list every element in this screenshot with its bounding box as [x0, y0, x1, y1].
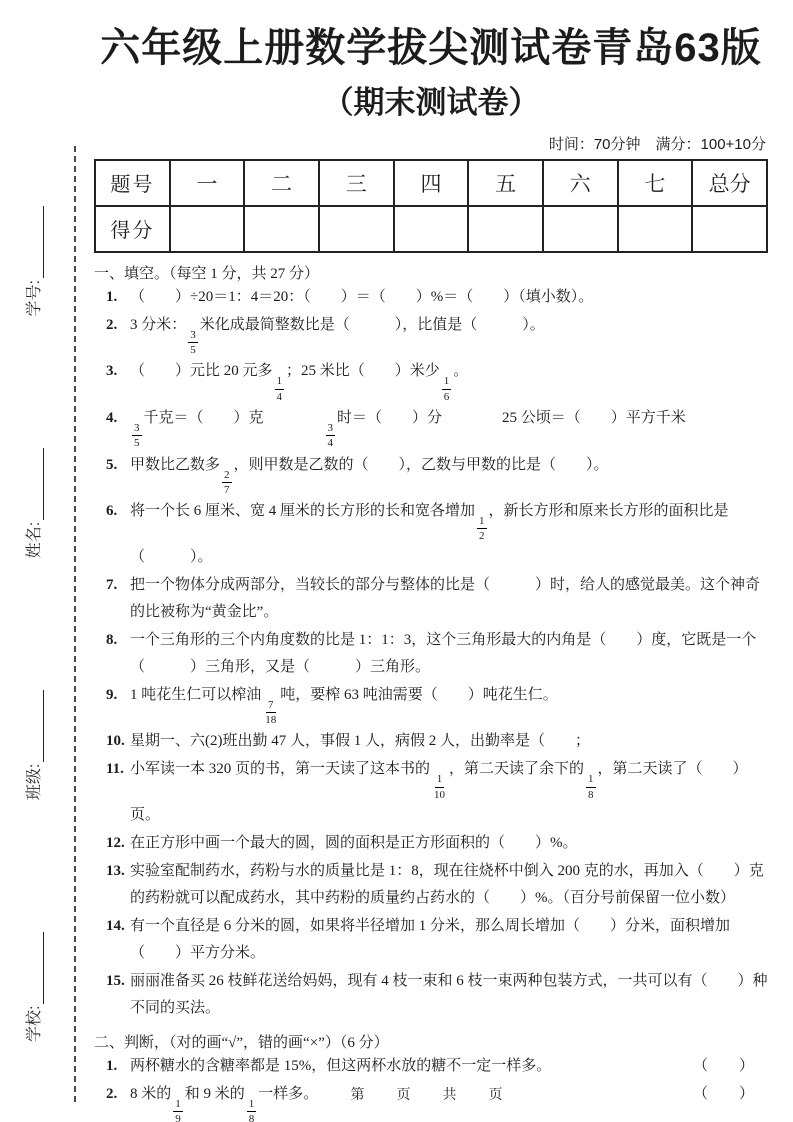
answer-parentheses: （ ） — [692, 1085, 762, 1102]
question-text: 星期一、六(2)班出勤 47 人，事假 1 人，病假 2 人，出勤率是（ ； — [130, 733, 590, 750]
score-row-label: 得分 — [95, 206, 170, 252]
question-item — [94, 968, 768, 1022]
question-number: 15. — [106, 972, 125, 989]
seal-column — [10, 150, 54, 1098]
question-number: 7. — [106, 576, 118, 593]
question-number: 2. — [106, 316, 118, 333]
score-cell — [692, 206, 767, 252]
score-table-column-header: 四 — [394, 160, 469, 206]
score-table-header-row — [95, 160, 767, 206]
question-number: 1. — [106, 288, 118, 305]
school-label: 学校: — [25, 1005, 43, 1042]
score-table — [94, 159, 768, 253]
question-item — [94, 405, 768, 451]
seal-dashed-line — [74, 146, 76, 1102]
question-text: 一个三角形的三个内角度数的比是 1：1：3，这个三角形最大的内角是（ ）度，它既是一个（ ）三角形，又是（ ）三角形。 — [130, 631, 757, 675]
question-text: 将一个长 6 厘米、宽 4 厘米的长方形的长和宽各增加 $\frac{1}{2}$ ，新长方形和原来长方形的面积比是（ ）。 — [130, 503, 729, 565]
question-number: 5. — [106, 456, 118, 473]
question-item — [94, 498, 768, 571]
question-text: 1 吨花生仁可以榨油 $\frac{7}{18}$ 吨，要榨 63 吨油需要（ ）吨花生仁。 — [130, 686, 558, 727]
question-text: $\frac{3}{5}$ 千克＝（ ）克 $\frac{3}{4}$ 时＝（ ）分 25 公顷＝（ ）平方千米 — [134, 409, 686, 450]
question-text: 在正方形中画一个最大的圆，圆的面积是正方形面积的（ ）%。 — [130, 834, 578, 851]
name-label: 姓名: — [25, 521, 43, 559]
student-number-label: 学号: — [25, 280, 43, 317]
question-item — [94, 682, 768, 728]
question-item — [94, 1053, 768, 1080]
question-number: 2. — [106, 1085, 118, 1102]
question-text: （ ）元比 20 元多 $\frac{1}{4}$ ；25 米比（ ）米少 $\frac{1}{6}$ 。 — [130, 363, 469, 403]
question-number: 12. — [106, 834, 125, 851]
question-item — [94, 830, 768, 857]
question-number: 14. — [106, 917, 125, 934]
section-heading: 二、判断，（对的画“√”，错的画“×”）（6 分） — [94, 1034, 389, 1051]
question-number: 11. — [106, 761, 124, 778]
question-text: （ ）÷20＝1：4＝20：（ ）＝（ ）%＝（ ）（填小数）。 — [130, 288, 594, 305]
question-number: 13. — [106, 862, 125, 879]
score-table-column-header: 六 — [543, 160, 618, 206]
section-true-false — [94, 1031, 768, 1122]
fraction: $\frac{7}{18}$ — [265, 698, 277, 727]
fraction: $\frac{1}{2}$ — [479, 515, 485, 543]
question-text: 丽丽准备买 26 枝鲜花送给妈妈，现有 4 枝一束和 6 枝一束两种包装方式，一共可以有（ ）种不同的买法。 — [130, 972, 768, 1016]
fraction: $\frac{1}{6}$ — [443, 375, 450, 403]
student-number-blank-line — [26, 206, 44, 278]
question-item — [94, 358, 768, 404]
fraction: $\frac{1}{8}$ — [248, 1097, 255, 1122]
question-text: 两杯糖水的含糖率都是 15%，但这两杯水放的糖不一定一样多。 — [130, 1057, 552, 1074]
score-table-column-header: 总分 — [692, 160, 767, 206]
score-cell — [244, 206, 319, 252]
question-item — [94, 312, 768, 358]
question-number: 10. — [106, 733, 125, 750]
seal-field-class — [21, 690, 44, 800]
fraction: $\frac{1}{4}$ — [276, 375, 283, 403]
question-item — [94, 858, 768, 912]
section-heading: 一、填空。（每空 1 分，共 27 分） — [94, 265, 320, 282]
score-table-score-row — [95, 206, 767, 252]
score-table-column-header: 七 — [618, 160, 693, 206]
question-text: 小军读一本 320 页的书，第一天读了这本书的 $\frac{1}{10}$ ，第二天读了余下的 $\frac{1}{8}$ ，第二天读了（ ）页。 — [130, 761, 748, 823]
question-text: 有一个直径是 6 分米的圆，如果将半径增加 1 分米，那么周长增加（ ）分米，面积增加（ ）平方分米。 — [130, 917, 731, 961]
score-table-column-header: 一 — [170, 160, 245, 206]
question-number: 8. — [106, 631, 118, 648]
main-content — [94, 14, 768, 1122]
fraction: $\frac{1}{10}$ — [434, 773, 446, 801]
time-score-info: 时间：70分钟 满分：100+10分 — [548, 135, 766, 153]
question-text: 8 米的 $\frac{1}{9}$ 和 9 米的 $\frac{1}{8}$ 一样多。 — [130, 1081, 679, 1122]
score-cell — [170, 206, 245, 252]
page-subtitle: （期末测试卷） — [322, 85, 540, 120]
score-table-column-header: 三 — [319, 160, 394, 206]
name-blank-line — [26, 448, 44, 520]
fraction: $\frac{2}{7}$ — [224, 468, 230, 496]
score-cell — [394, 206, 469, 252]
seal-fields — [10, 150, 54, 1098]
seal-field-student-number — [21, 206, 44, 316]
question-number: 1. — [106, 1057, 118, 1074]
score-cell — [618, 206, 693, 252]
question-number: 9. — [106, 686, 118, 703]
question-number: 4. — [106, 409, 118, 426]
question-list — [94, 284, 768, 1022]
page-footer: 第 页 共 页 — [350, 1086, 512, 1102]
section-fill-in-blanks — [94, 262, 768, 1022]
fraction: $\frac{1}{8}$ — [588, 773, 594, 801]
question-item — [94, 913, 768, 967]
question-item — [94, 572, 768, 626]
score-cell — [319, 206, 394, 252]
question-text: 实验室配制药水，药粉与水的质量比是 1：8，现在往烧杯中倒入 200 克的水，再加入（ ）克的药粉就可以配成药水，其中药粉的质量约占药水的（ ）%。（百分号前保留一位小数） — [130, 862, 764, 906]
score-table-column-header: 五 — [468, 160, 543, 206]
score-table-column-header: 二 — [244, 160, 319, 206]
question-number: 3. — [106, 363, 118, 380]
answer-parentheses: （ ） — [692, 1057, 762, 1074]
fraction: $\frac{1}{9}$ — [175, 1097, 181, 1122]
question-text: 甲数比乙数多 $\frac{2}{7}$ ，则甲数是乙数的（ ），乙数与甲数的比是（ ）。 — [130, 456, 609, 496]
score-table-corner-label: 题号 — [95, 160, 170, 206]
question-item — [94, 452, 768, 498]
class-label: 班级: — [25, 763, 43, 801]
seal-field-school — [21, 932, 44, 1042]
class-blank-line — [26, 690, 44, 762]
question-item — [94, 756, 768, 829]
page-title: 六年级上册数学拔尖测试卷青岛63版 — [100, 26, 762, 70]
fraction: $\frac{3}{5}$ — [190, 328, 196, 357]
score-cell — [468, 206, 543, 252]
school-blank-line — [26, 932, 44, 1004]
question-item — [94, 728, 768, 755]
score-cell — [543, 206, 618, 252]
question-item — [94, 284, 768, 311]
question-number: 6. — [106, 503, 118, 520]
question-item — [94, 627, 768, 681]
seal-field-name — [21, 448, 44, 558]
question-text: 3 分米： $\frac{3}{5}$ 米化成最简整数比是（ ），比值是（ ）。 — [130, 316, 545, 357]
fraction: $\frac{3}{4}$ — [327, 421, 334, 450]
fraction: $\frac{3}{5}$ — [134, 421, 140, 450]
question-text: 把一个物体分成两部分，当较长的部分与整体的比是（ ）时，给人的感觉最美。这个神奇的比被称为“黄金比”。 — [130, 576, 761, 620]
